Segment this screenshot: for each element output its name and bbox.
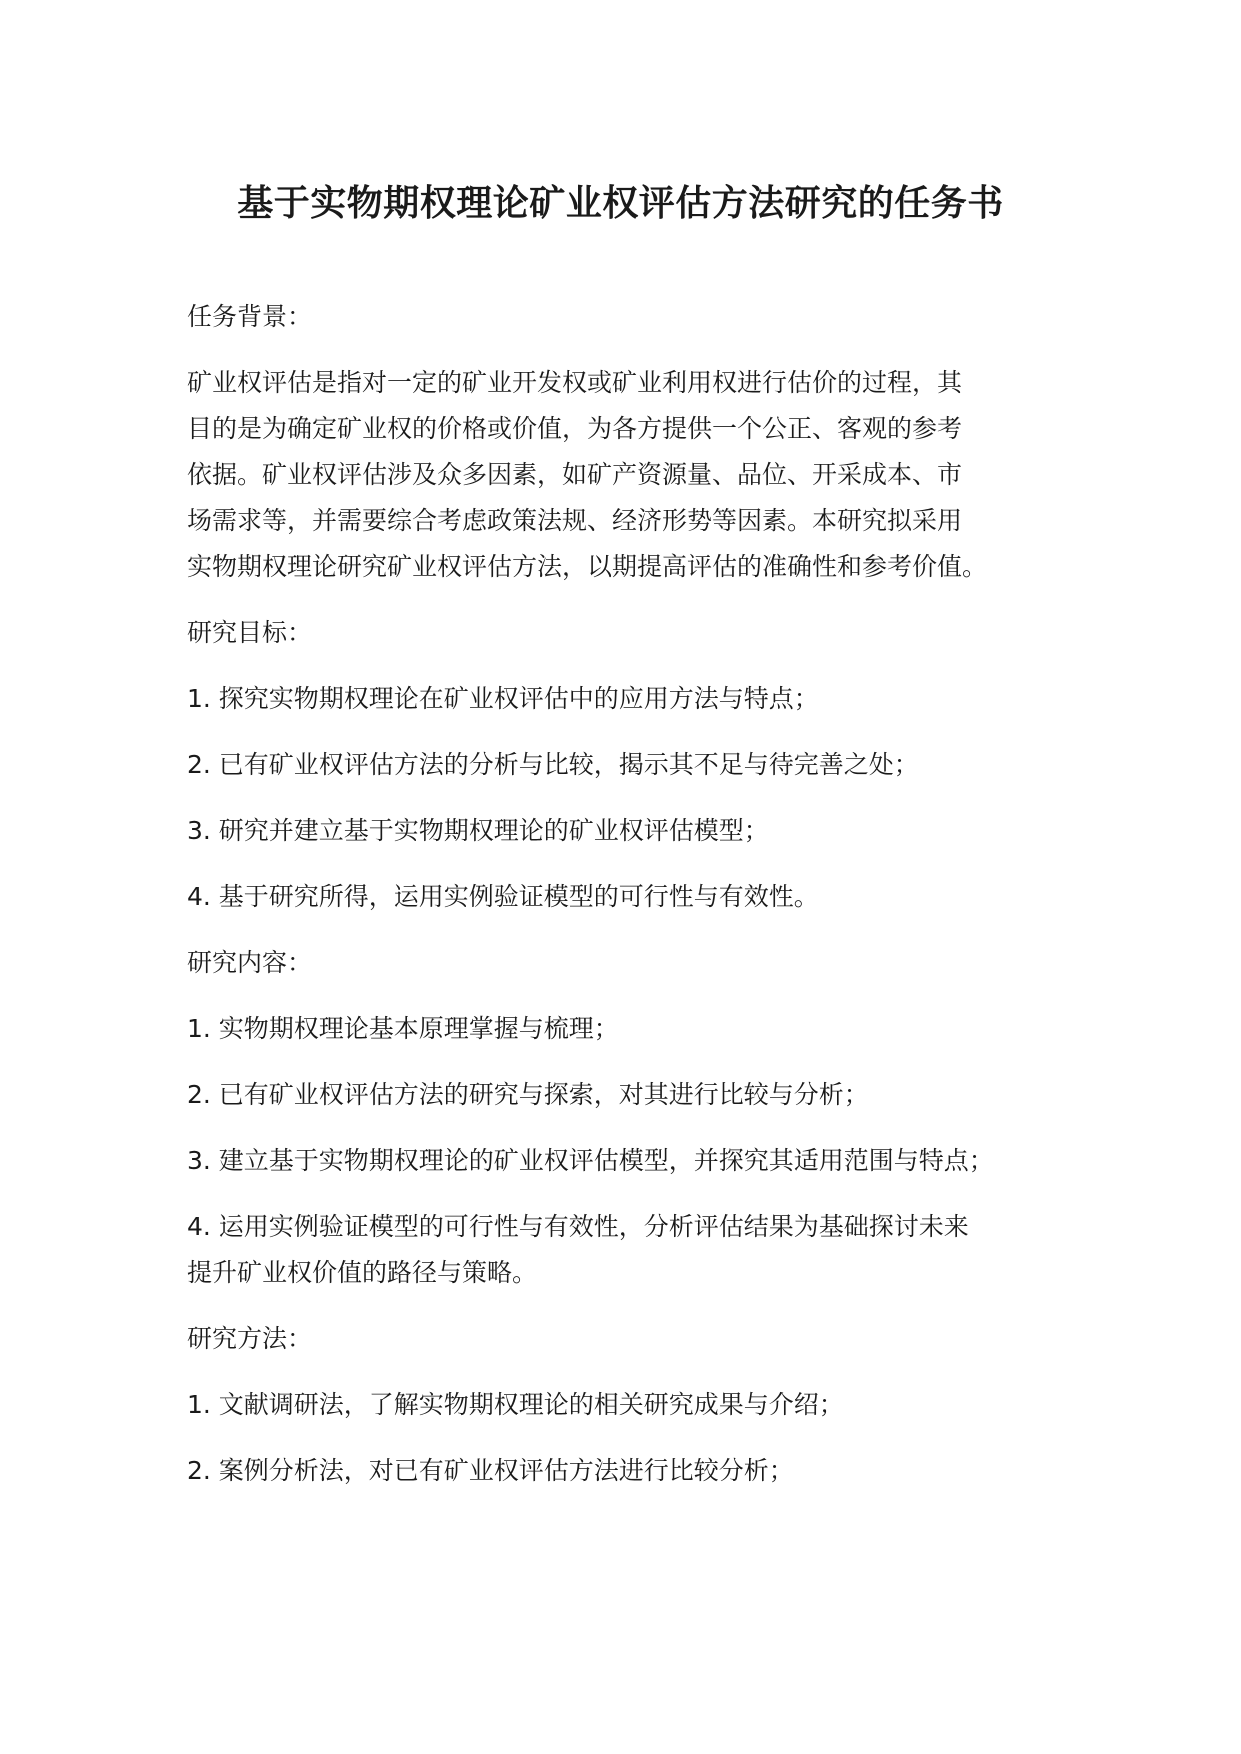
objective-item: 1. 探究实物期权理论在矿业权评估中的应用方法与特点； [187,684,819,713]
objective-item: 2. 已有矿业权评估方法的分析与比较，揭示其不足与待完善之处； [187,750,919,779]
method-item: 2. 案例分析法，对已有矿业权评估方法进行比较分析； [187,1456,794,1485]
background-heading: 任务背景： [187,302,313,331]
background-line: 目的是为确定矿业权的价格或价值，为各方提供一个公正、客观的参考 [187,414,963,443]
document-body [187,294,1087,1514]
background-line: 依据。矿业权评估涉及众多因素，如矿产资源量、品位、开采成本、市 [187,460,963,489]
methods-heading: 研究方法： [187,1324,313,1353]
background-line: 矿业权评估是指对一定的矿业开发权或矿业利用权进行估价的过程，其 [187,368,963,397]
objective-item: 3. 研究并建立基于实物期权理论的矿业权评估模型； [187,816,769,845]
document-title: 基于实物期权理论矿业权评估方法研究的任务书 [237,183,1004,224]
objectives-heading: 研究目标： [187,618,313,647]
content-item: 2. 已有矿业权评估方法的研究与探索，对其进行比较与分析； [187,1080,869,1109]
background-line: 实物期权理论研究矿业权评估方法，以期提高评估的准确性和参考价值。 [187,552,988,581]
content-item: 3. 建立基于实物期权理论的矿业权评估模型，并探究其适用范围与特点； [187,1146,994,1175]
method-item: 1. 文献调研法，了解实物期权理论的相关研究成果与介绍； [187,1390,844,1419]
content-item-line: 提升矿业权价值的路径与策略。 [187,1258,538,1287]
content-item-line: 4. 运用实例验证模型的可行性与有效性，分析评估结果为基础探讨未来 [187,1212,969,1241]
content-heading: 研究内容： [187,948,313,977]
background-line: 场需求等，并需要综合考虑政策法规、经济形势等因素。本研究拟采用 [187,506,963,535]
content-item: 1. 实物期权理论基本原理掌握与梳理； [187,1014,619,1043]
content-item [187,1204,1087,1296]
background-paragraph [187,360,1087,590]
objective-item: 4. 基于研究所得，运用实例验证模型的可行性与有效性。 [187,882,819,911]
